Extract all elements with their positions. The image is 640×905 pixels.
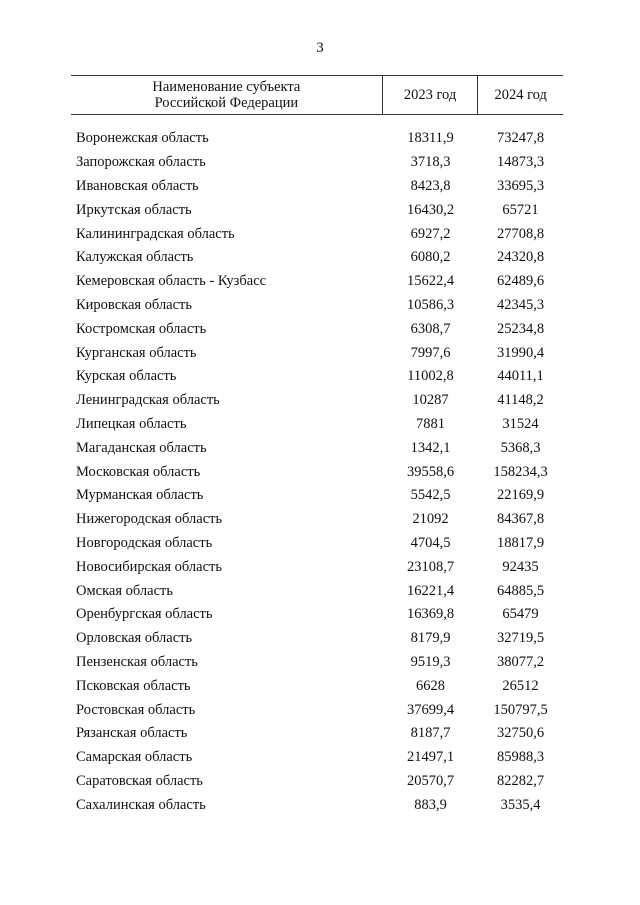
region-name: Сахалинская область <box>76 796 206 813</box>
value-2024: 42345,3 <box>496 296 545 313</box>
region-name: Орловская область <box>76 630 193 647</box>
value-2024: 3535,4 <box>500 796 541 813</box>
region-name: Курганская область <box>76 344 197 361</box>
table-row <box>71 222 563 246</box>
value-2024: 26512 <box>502 677 539 694</box>
value-2023: 21092 <box>412 511 449 528</box>
value-2024: 24320,8 <box>496 249 545 266</box>
region-name: Липецкая область <box>76 415 187 432</box>
table-row <box>71 413 563 437</box>
value-2023: 11002,8 <box>407 368 454 385</box>
value-2023: 883,9 <box>414 796 447 813</box>
value-2024: 84367,8 <box>496 511 545 528</box>
value-2024: 31990,4 <box>496 344 545 361</box>
value-2023: 15622,4 <box>406 273 455 290</box>
region-name: Псковская область <box>76 677 191 694</box>
header-subject-name-line1: Наименование субъекта <box>152 79 301 95</box>
table-row <box>71 698 563 722</box>
value-2023: 10586,3 <box>406 296 455 313</box>
value-2024: 22169,9 <box>496 487 545 504</box>
table-row <box>71 770 563 794</box>
header-year-2023: 2023 год <box>382 76 478 114</box>
value-2023: 4704,5 <box>410 534 451 551</box>
region-name: Запорожская область <box>76 154 206 171</box>
header-subject-name-line2: Российской Федерации <box>154 95 299 111</box>
value-2023: 20570,7 <box>406 772 455 789</box>
value-2023: 1342,1 <box>410 439 451 456</box>
table-row <box>71 674 563 698</box>
value-2024: 38077,2 <box>496 653 545 670</box>
table-row <box>71 317 563 341</box>
data-table <box>71 75 563 817</box>
table-row <box>71 579 563 603</box>
table-body <box>71 127 563 817</box>
table-row <box>71 484 563 508</box>
table-row <box>71 627 563 651</box>
region-name: Самарская область <box>76 749 193 766</box>
region-name: Воронежская область <box>76 130 209 147</box>
table-row <box>71 555 563 579</box>
header-subject-name <box>71 76 382 114</box>
table-row <box>71 341 563 365</box>
value-2024: 73247,8 <box>496 130 545 147</box>
value-2023: 6308,7 <box>410 320 451 337</box>
value-2024: 33695,3 <box>496 177 545 194</box>
region-name: Нижегородская область <box>76 511 223 528</box>
value-2024: 158234,3 <box>493 463 548 480</box>
value-2023: 8187,7 <box>410 725 451 742</box>
table-row <box>71 270 563 294</box>
region-name: Рязанская область <box>76 725 188 742</box>
region-name: Магаданская область <box>76 439 207 456</box>
value-2023: 9519,3 <box>410 653 451 670</box>
table-row <box>71 793 563 817</box>
value-2024: 150797,5 <box>493 701 548 718</box>
region-name: Оренбургская область <box>76 606 213 623</box>
region-name: Омская область <box>76 582 173 599</box>
table-row <box>71 722 563 746</box>
value-2023: 23108,7 <box>406 558 455 575</box>
value-2023: 16369,8 <box>406 606 455 623</box>
value-2024: 44011,1 <box>497 368 544 385</box>
value-2024: 85988,3 <box>496 749 545 766</box>
region-name: Кировская область <box>76 296 193 313</box>
region-name: Ивановская область <box>76 177 199 194</box>
value-2024: 82282,7 <box>496 772 545 789</box>
table-row <box>71 294 563 318</box>
table-row <box>71 127 563 151</box>
region-name: Новосибирская область <box>76 558 222 575</box>
value-2024: 14873,3 <box>496 154 545 171</box>
region-name: Калужская область <box>76 249 194 266</box>
value-2024: 27708,8 <box>496 225 545 242</box>
region-name: Саратовская область <box>76 772 203 789</box>
value-2023: 7881 <box>416 415 445 432</box>
value-2024: 62489,6 <box>496 273 545 290</box>
value-2023: 6080,2 <box>410 249 451 266</box>
value-2023: 16221,4 <box>406 582 455 599</box>
table-row <box>71 365 563 389</box>
region-name: Курская область <box>76 368 177 385</box>
table-row <box>71 532 563 556</box>
value-2024: 65479 <box>502 606 539 623</box>
value-2024: 18817,9 <box>496 534 545 551</box>
region-name: Ленинградская область <box>76 392 220 409</box>
table-row <box>71 508 563 532</box>
value-2024: 65721 <box>502 201 539 218</box>
value-2023: 21497,1 <box>406 749 455 766</box>
value-2023: 16430,2 <box>406 201 455 218</box>
region-name: Ростовская область <box>76 701 196 718</box>
value-2023: 37699,4 <box>406 701 455 718</box>
table-row <box>71 603 563 627</box>
table-row <box>71 175 563 199</box>
value-2023: 6927,2 <box>410 225 451 242</box>
value-2023: 8179,9 <box>410 630 451 647</box>
region-name: Московская область <box>76 463 201 480</box>
table-row <box>71 746 563 770</box>
value-2023: 8423,8 <box>410 177 451 194</box>
region-name: Новгородская область <box>76 534 213 551</box>
table-row <box>71 151 563 175</box>
value-2023: 10287 <box>412 392 449 409</box>
value-2023: 3718,3 <box>410 154 451 171</box>
table-row <box>71 651 563 675</box>
value-2024: 41148,2 <box>497 392 544 409</box>
value-2024: 92435 <box>502 558 539 575</box>
value-2023: 7997,6 <box>410 344 451 361</box>
region-name: Мурманская область <box>76 487 204 504</box>
table-row <box>71 198 563 222</box>
header-year-2024: 2024 год <box>477 76 563 114</box>
region-name: Кемеровская область - Кузбасс <box>76 273 267 290</box>
value-2024: 5368,3 <box>500 439 541 456</box>
value-2024: 64885,5 <box>496 582 545 599</box>
region-name: Пензенская область <box>76 653 198 670</box>
table-header <box>71 75 563 115</box>
region-name: Иркутская область <box>76 201 192 218</box>
value-2024: 31524 <box>502 415 539 432</box>
page-number: 3 <box>316 40 324 56</box>
region-name: Калининградская область <box>76 225 235 242</box>
value-2023: 39558,6 <box>406 463 455 480</box>
value-2023: 6628 <box>416 677 445 694</box>
table-row <box>71 460 563 484</box>
table-row <box>71 246 563 270</box>
value-2024: 32750,6 <box>496 725 545 742</box>
value-2023: 5542,5 <box>410 487 451 504</box>
table-row <box>71 389 563 413</box>
value-2024: 25234,8 <box>496 320 545 337</box>
region-name: Костромская область <box>76 320 207 337</box>
table-row <box>71 436 563 460</box>
value-2023: 18311,9 <box>407 130 454 147</box>
value-2024: 32719,5 <box>496 630 545 647</box>
